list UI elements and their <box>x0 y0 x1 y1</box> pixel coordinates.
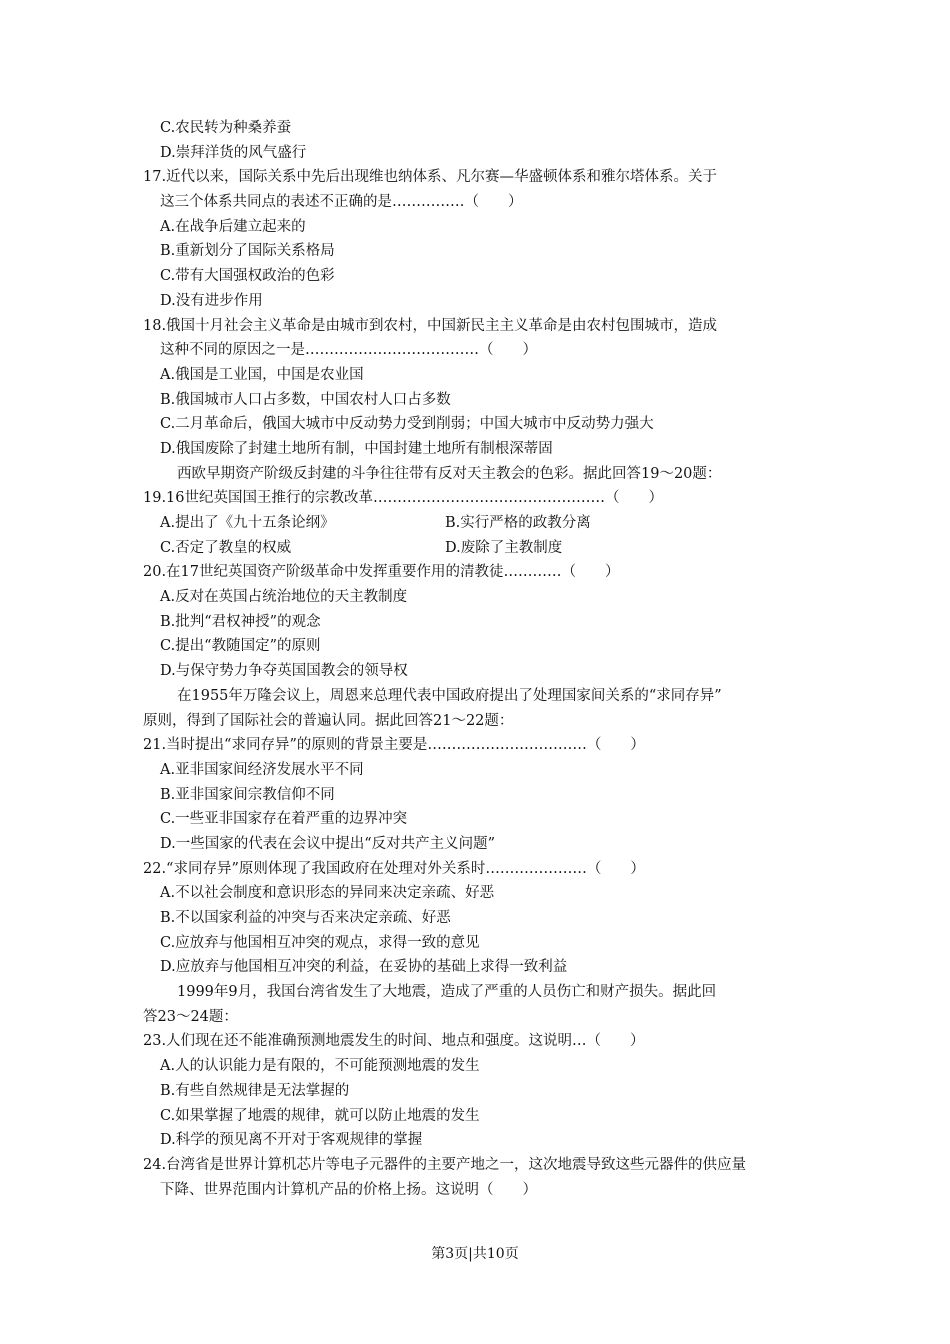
option-c: C.带有大国强权政治的色彩 <box>160 268 335 285</box>
question-20: 20.在17世纪英国资产阶级革命中发挥重要作用的清教徒…………（ ） <box>143 564 620 581</box>
question-18: 18.俄国十月社会主义革命是由城市到农村，中国新民主主义革命是由农村包围城市，造成 <box>143 317 718 334</box>
question-19: 19.16世纪英国国王推行的宗教改革…………………………………………（ ） <box>143 490 664 507</box>
option-b: B.亚非国家间宗教信仰不同 <box>160 786 335 803</box>
option-a: A.俄国是工业国，中国是农业国 <box>160 366 364 383</box>
option-d: D.一些国家的代表在会议中提出“反对共产主义问题” <box>160 835 496 852</box>
option-c: C.一些亚非国家存在着严重的边界冲突 <box>160 811 408 828</box>
option-d: D.没有进步作用 <box>160 292 263 309</box>
option-b: B.有些自然规律是无法掌握的 <box>160 1082 350 1099</box>
option-d: D.俄国废除了封建土地所有制，中国封建土地所有制根深蒂固 <box>160 440 553 457</box>
option-c: C.否定了教皇的权威 <box>160 539 292 556</box>
option-c: C.应放弃与他国相互冲突的观点，求得一致的意见 <box>160 934 480 951</box>
option-a: A.亚非国家间经济发展水平不同 <box>160 761 364 778</box>
option-d: D.废除了主教制度 <box>445 539 563 556</box>
option-d: D.应放弃与他国相互冲突的利益，在妥协的基础上求得一致利益 <box>160 959 568 976</box>
option-d: D.科学的预见离不开对于客观规律的掌握 <box>160 1132 423 1149</box>
question-18-cont: 这种不同的原因之一是………………………………（ ） <box>160 342 537 359</box>
option-a: A.人的认识能力是有限的，不可能预测地震的发生 <box>160 1058 480 1075</box>
question-21: 21.当时提出“求同存异”的原则的背景主要是……………………………（ ） <box>143 737 645 754</box>
option-b: B.批判“君权神授”的观念 <box>160 613 321 630</box>
question-24-cont: 下降、世界范围内计算机产品的价格上扬。这说明（ ） <box>160 1181 537 1198</box>
option-c: C.提出“教随国定”的原则 <box>160 638 321 655</box>
option-b: B.不以国家利益的冲突与否来决定亲疏、好恶 <box>160 910 451 926</box>
passage-21-22-cont: 原则，得到了国际社会的普遍认同。据此回答21～22题： <box>143 712 514 729</box>
option-a: A.在战争后建立起来的 <box>160 218 306 235</box>
option-c: C.农民转为种桑养蚕 <box>160 120 292 136</box>
option-d: D.与保守势力争夺英国国教会的领导权 <box>160 663 408 680</box>
option-c: C.如果掌握了地震的规律，就可以防止地震的发生 <box>160 1107 480 1124</box>
option-a: A.反对在英国占统治地位的天主教制度 <box>160 589 408 606</box>
question-22: 22.“求同存异”原则体现了我国政府在处理对外关系时…………………（ ） <box>143 860 645 877</box>
question-17: 17.近代以来，国际关系中先后出现维也纳体系、凡尔赛—华盛顿体系和雅尔塔体系。关于 <box>143 169 718 186</box>
passage-19-20: 西欧早期资产阶级反封建的斗争往往带有反对天主教会的色彩。据此回答19～20题： <box>177 465 722 482</box>
option-b: B.重新划分了国际关系格局 <box>160 243 335 260</box>
question-17-cont: 这三个体系共同点的表述不正确的是……………（ ） <box>160 194 523 211</box>
passage-23-24-cont: 答23～24题： <box>143 1008 238 1025</box>
passage-23-24: 1999年9月，我国台湾省发生了大地震，造成了严重的人员伤亡和财产损失。据此回 <box>177 984 717 1001</box>
option-a: A.提出了《九十五条论纲》 <box>160 515 335 531</box>
page-footer: 第3页|共10页 <box>431 1246 519 1262</box>
question-23: 23.人们现在还不能准确预测地震发生的时间、地点和强度。这说明…（ ） <box>143 1033 645 1050</box>
option-b: B.俄国城市人口占多数，中国农村人口占多数 <box>160 391 451 408</box>
options-row <box>143 536 818 561</box>
option-c: C.二月革命后，俄国大城市中反动势力受到削弱；中国大城市中反动势力强大 <box>160 416 654 433</box>
option-d: D.崇拜洋货的风气盛行 <box>160 144 307 161</box>
page-content <box>143 116 818 1202</box>
passage-21-22: 在1955年万隆会议上，周恩来总理代表中国政府提出了处理国家间关系的“求同存异” <box>177 687 722 704</box>
option-b: B.实行严格的政教分离 <box>445 515 591 531</box>
question-24: 24.台湾省是世界计算机芯片等电子元器件的主要产地之一，这次地震导致这些元器件的供应量 <box>143 1156 747 1173</box>
option-a: A.不以社会制度和意识形态的异同来决定亲疏、好恶 <box>160 885 495 902</box>
options-row <box>143 511 818 536</box>
